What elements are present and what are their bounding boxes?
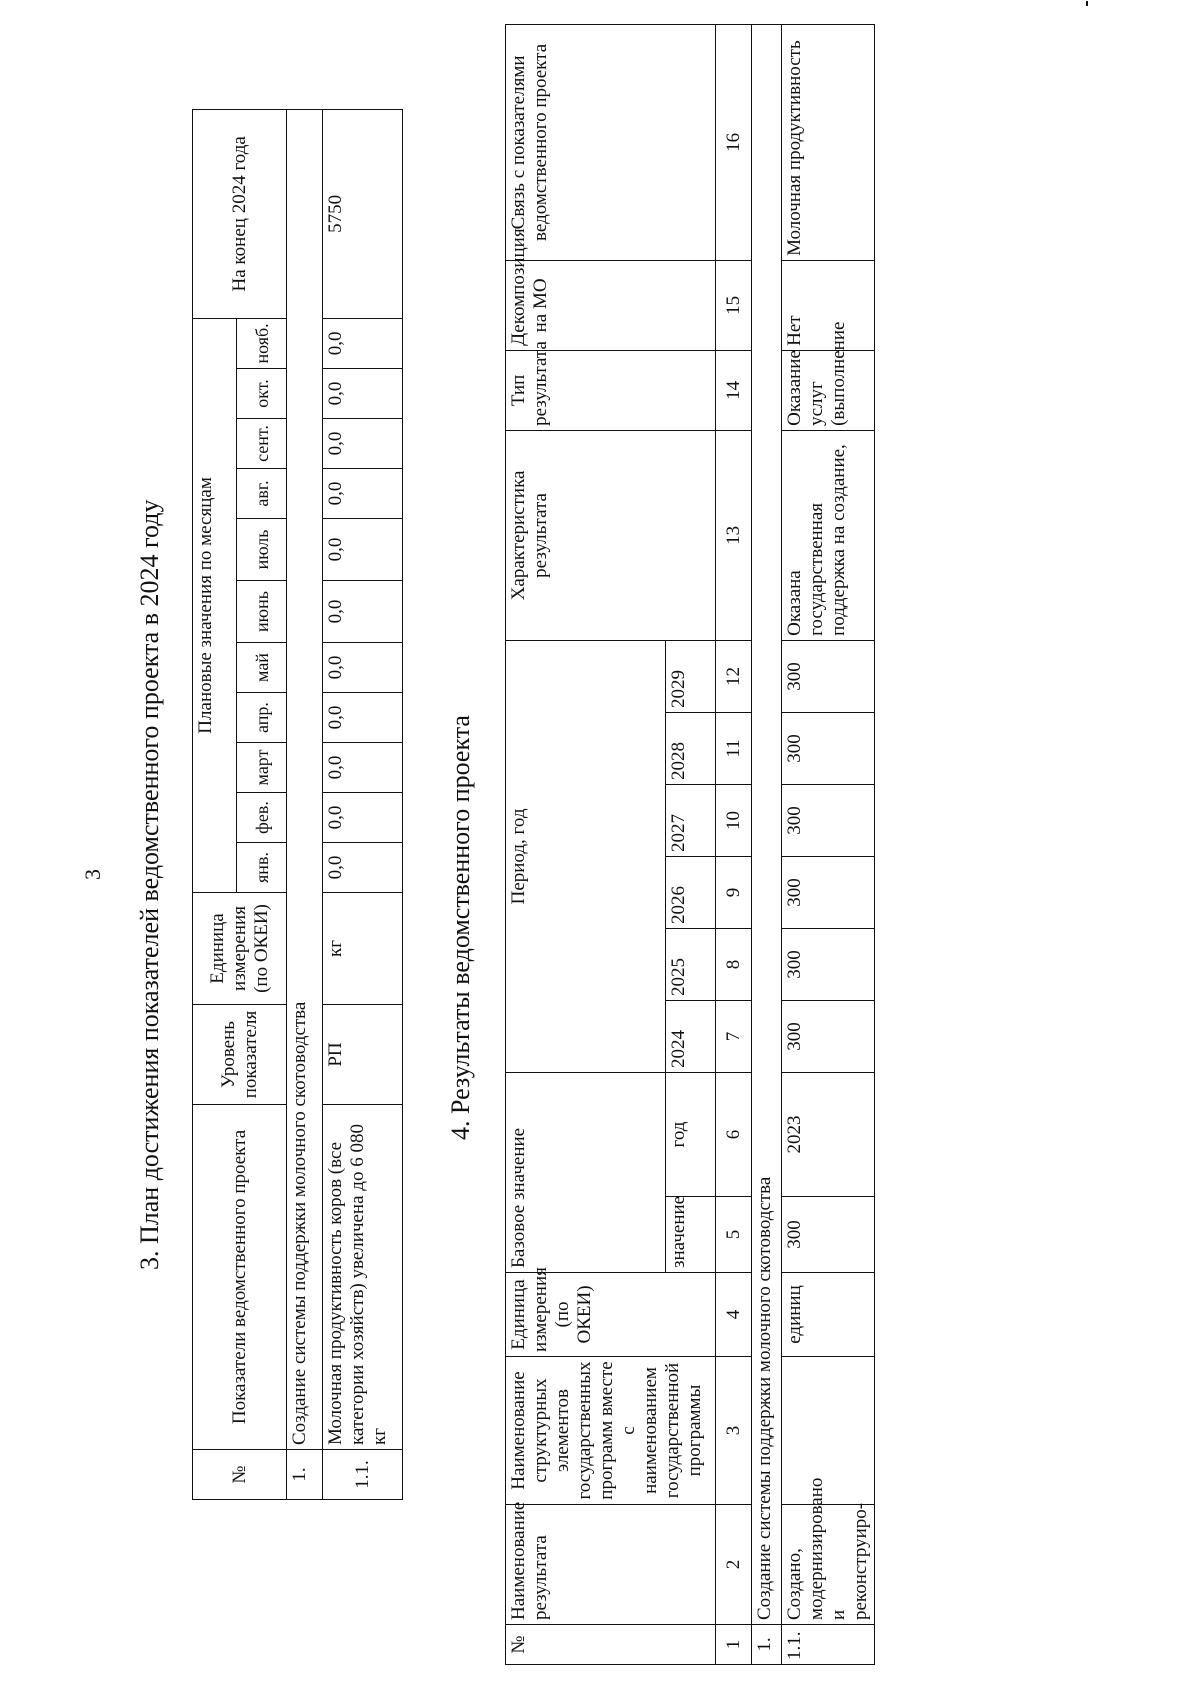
t4-h-unit: Единица измерения (по ОКЕИ) bbox=[506, 1273, 716, 1357]
t4-column-numbers-row bbox=[716, 24, 752, 1664]
t3-row-end-of-year: 5750 bbox=[323, 109, 403, 318]
t4-group-row bbox=[752, 24, 782, 1664]
t3-group-name: Создание системы поддержки молочного скотоводства bbox=[287, 109, 323, 1449]
t4-col-number: 4 bbox=[716, 1273, 752, 1357]
t4-col-number: 11 bbox=[716, 712, 752, 784]
t4-col-number: 13 bbox=[716, 430, 752, 640]
t4-h-year: 2029 bbox=[666, 640, 716, 712]
t3-h-month: авг. bbox=[237, 469, 287, 519]
t4-row-decomposition: Нет bbox=[782, 260, 875, 350]
t4-col-number: 10 bbox=[716, 784, 752, 856]
t3-h-month: нояб. bbox=[237, 318, 287, 368]
t3-row-unit: кг bbox=[323, 893, 403, 1005]
t4-row-characteristic: Оказана государственная поддержка на создание, bbox=[782, 430, 875, 640]
t3-row-month-value: 0,0 bbox=[323, 581, 403, 643]
t3-row-month-value: 0,0 bbox=[323, 469, 403, 519]
t4-group-num: 1. bbox=[752, 1625, 782, 1665]
t4-row-link: Молочная продуктивность bbox=[782, 24, 875, 260]
table-row bbox=[323, 109, 403, 1499]
t4-h-year: 2027 bbox=[666, 784, 716, 856]
t4-row-name: Создано, модернизировано и реконструиро- bbox=[782, 1505, 875, 1625]
t4-h-base-spacer bbox=[626, 1072, 666, 1272]
t4-row-year-value: 300 bbox=[782, 712, 875, 784]
t4-h-link: Связь с показателями ведомственного проекта bbox=[506, 24, 716, 260]
t3-h-month: июль bbox=[237, 519, 287, 581]
t4-col-number: 14 bbox=[716, 350, 752, 430]
t3-h-monthly: Плановые значения по месяцам bbox=[193, 318, 237, 892]
t3-row-month-value: 0,0 bbox=[323, 743, 403, 793]
t4-group-name: Создание системы поддержки молочного скотоводства bbox=[752, 24, 782, 1624]
t4-row-structural bbox=[782, 1357, 875, 1505]
t3-h-month: май bbox=[237, 643, 287, 693]
t4-h-year: 2028 bbox=[666, 712, 716, 784]
t3-header-row-1 bbox=[193, 109, 237, 1499]
t4-col-number: 9 bbox=[716, 856, 752, 928]
t4-h-decomposition: Декомпозиция на МО bbox=[506, 260, 716, 350]
t4-col-number: 1 bbox=[716, 1625, 752, 1665]
t3-row-month-value: 0,0 bbox=[323, 693, 403, 743]
t4-col-number: 8 bbox=[716, 928, 752, 1000]
t3-row-num: 1.1. bbox=[323, 1450, 403, 1500]
t4-h-base-value: Базовое значение bbox=[506, 1072, 626, 1272]
t4-row-year-value: 300 bbox=[782, 640, 875, 712]
page-edge-mark bbox=[1086, 1, 1088, 6]
t4-col-number: 6 bbox=[716, 1072, 752, 1196]
t4-h-year: 2025 bbox=[666, 928, 716, 1000]
t4-col-number: 7 bbox=[716, 1000, 752, 1072]
t4-row-year-value: 300 bbox=[782, 856, 875, 928]
t4-h-base-value-value: значение bbox=[666, 1197, 716, 1273]
t3-row-month-value: 0,0 bbox=[323, 419, 403, 469]
t3-row-month-value: 0,0 bbox=[323, 369, 403, 419]
section3-title: 3. План достижения показателей ведомственного проекта в 2024 году bbox=[135, 499, 164, 1270]
t4-h-result-name: Наименование результата bbox=[506, 1505, 716, 1625]
indicators-plan-table bbox=[192, 109, 403, 1500]
t4-row-unit: единиц bbox=[782, 1273, 875, 1357]
t3-h-end-of-year: На конец 2024 года bbox=[193, 109, 287, 318]
t4-h-type: Тип результата bbox=[506, 350, 716, 430]
t4-col-number: 16 bbox=[716, 24, 752, 260]
t4-col-number: 5 bbox=[716, 1197, 752, 1273]
t3-h-month: окт. bbox=[237, 369, 287, 419]
t4-header-row-1 bbox=[506, 24, 626, 1664]
t4-h-period: Период, год bbox=[506, 640, 666, 1072]
t4-h-year: 2024 bbox=[666, 1000, 716, 1072]
t3-row-month-value: 0,0 bbox=[323, 843, 403, 893]
t4-h-num: № bbox=[506, 1625, 716, 1665]
t3-row-month-value: 0,0 bbox=[323, 643, 403, 693]
t4-h-year: 2026 bbox=[666, 856, 716, 928]
t3-row-month-value: 0,0 bbox=[323, 519, 403, 581]
results-table bbox=[505, 24, 875, 1665]
t3-row-level: РП bbox=[323, 1005, 403, 1105]
page-number: 3 bbox=[80, 869, 105, 880]
t3-row-month-value: 0,0 bbox=[323, 318, 403, 368]
t3-h-level: Уровень показателя bbox=[193, 1005, 287, 1105]
t3-h-month: сент. bbox=[237, 419, 287, 469]
t4-col-number: 15 bbox=[716, 260, 752, 350]
t4-col-number: 2 bbox=[716, 1505, 752, 1625]
t4-col-number: 12 bbox=[716, 640, 752, 712]
table-row bbox=[782, 24, 875, 1664]
t4-row-base-value: 300 bbox=[782, 1197, 875, 1273]
t3-group-row bbox=[287, 109, 323, 1499]
t4-row-base-year: 2023 bbox=[782, 1072, 875, 1196]
t4-row-year-value: 300 bbox=[782, 784, 875, 856]
t3-h-month: март bbox=[237, 743, 287, 793]
t4-row-num: 1.1. bbox=[782, 1625, 875, 1665]
t3-h-unit: Единица измерения (по ОКЕИ) bbox=[193, 893, 287, 1005]
t4-h-structural: Наименование структурных элементов государственных программ вместе с наименованием государственной программы bbox=[506, 1357, 716, 1505]
t4-row-year-value: 300 bbox=[782, 928, 875, 1000]
t4-col-number: 3 bbox=[716, 1357, 752, 1505]
t4-h-characteristic: Характеристика результата bbox=[506, 430, 716, 640]
t3-h-month: апр. bbox=[237, 693, 287, 743]
t3-group-num: 1. bbox=[287, 1450, 323, 1500]
t4-h-base-value-year: год bbox=[666, 1072, 716, 1196]
t3-h-num: № bbox=[193, 1450, 287, 1500]
t3-row-name: Молочная продуктивность коров (все категории хозяйств) увеличена до 6 080 кг bbox=[323, 1105, 403, 1450]
t3-h-month: фев. bbox=[237, 793, 287, 843]
t4-row-year-value: 300 bbox=[782, 1000, 875, 1072]
section4-title: 4. Результаты ведомственного проекта bbox=[446, 715, 475, 1140]
t4-row-type: Оказание услуг (выполнение bbox=[782, 350, 875, 430]
t3-h-month: июнь bbox=[237, 581, 287, 643]
t3-h-month: янв. bbox=[237, 843, 287, 893]
t3-h-indicator: Показатели ведомственного проекта bbox=[193, 1105, 287, 1450]
t3-row-month-value: 0,0 bbox=[323, 793, 403, 843]
